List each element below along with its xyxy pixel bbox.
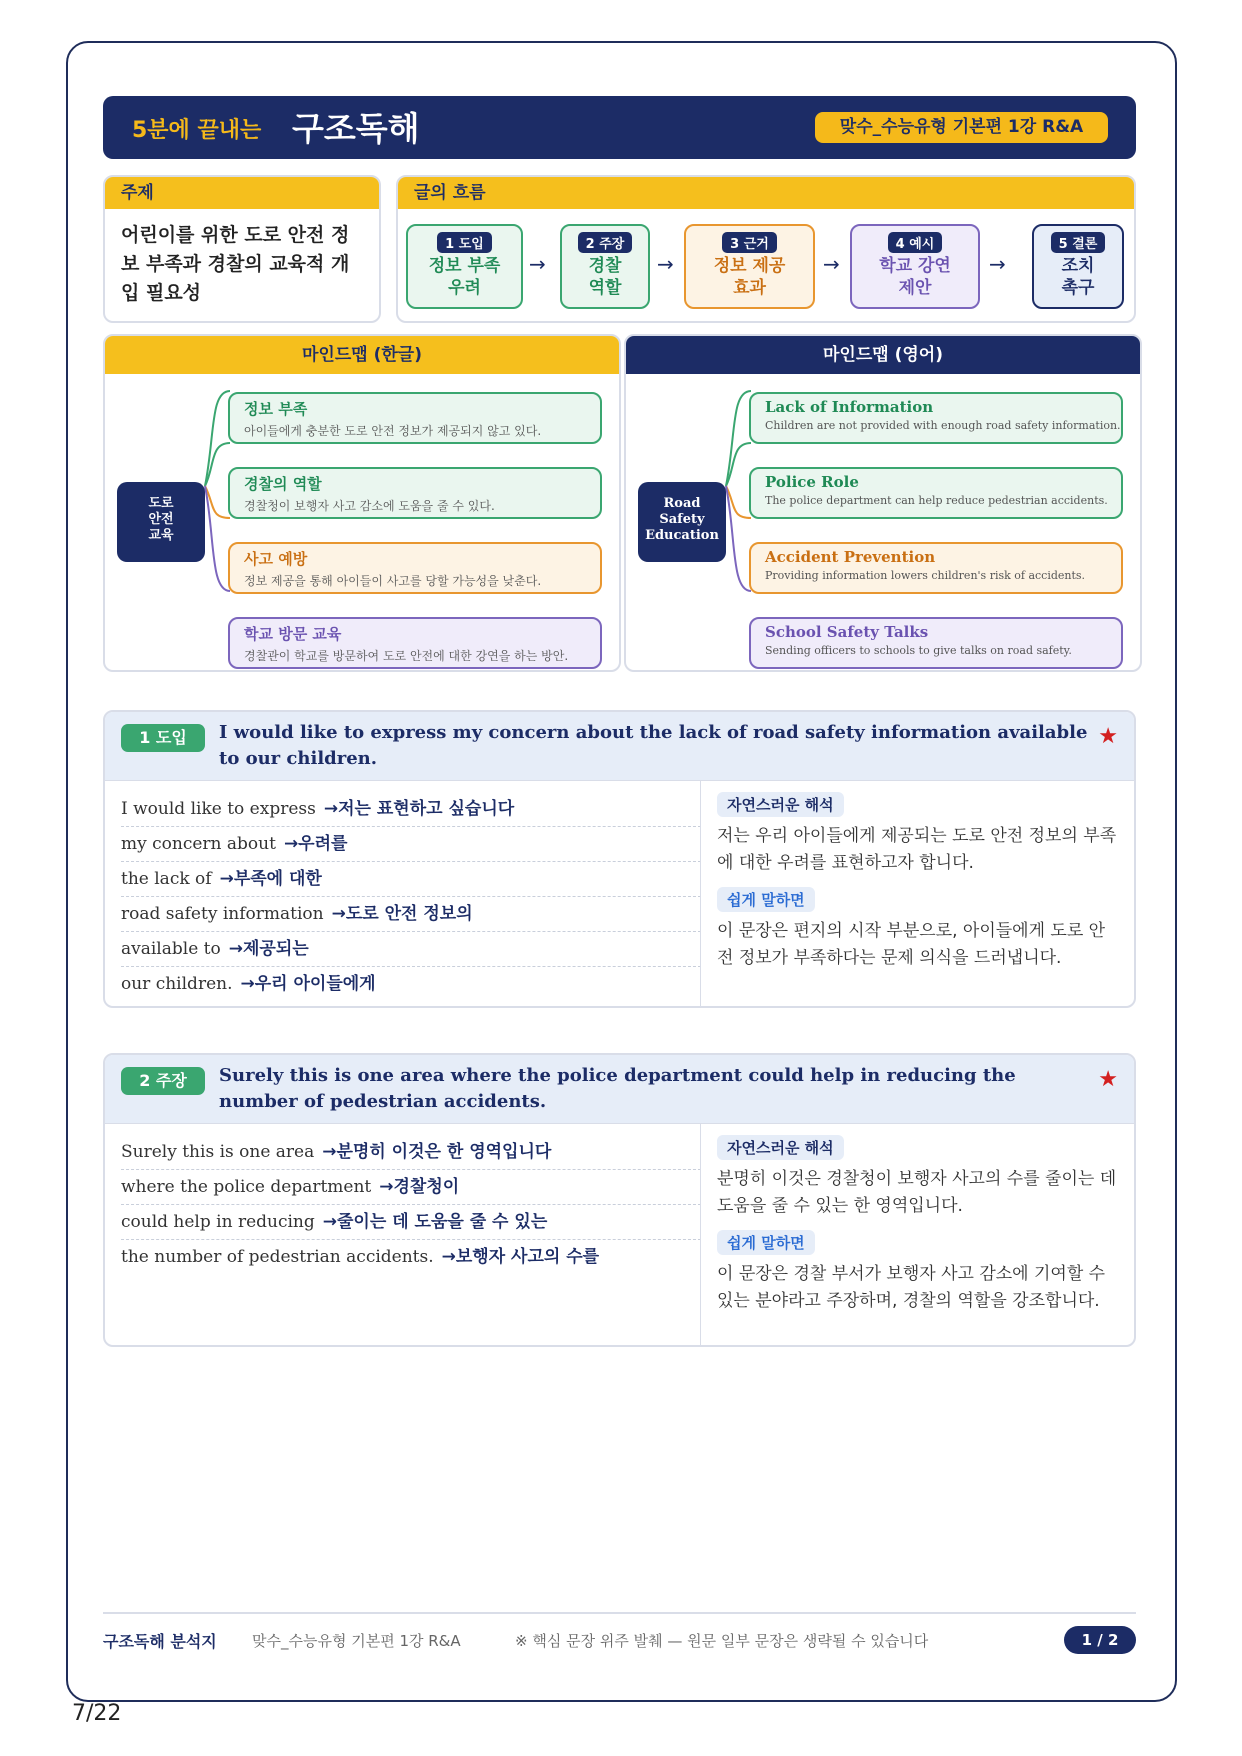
chunk-row [121,1135,701,1170]
flow-label: 글의 흐름 [398,177,1134,209]
topic-label: 주제 [105,177,379,209]
chunk-row [121,1170,701,1205]
flow-step-text: 정보 부족 우려 [428,256,501,298]
chunk-ko: →경찰청이 [379,1177,460,1197]
flow-arrow-icon: → [989,252,1006,276]
footer-note: ※ 핵심 문장 위주 발췌 — 원문 일부 문장은 생략될 수 있습니다 [515,1632,929,1650]
mindmap-english [624,334,1142,672]
chunk-en: the number of pedestrian accidents. [121,1247,434,1267]
mindmap-korean-root-label: 도로 안전 교육 [148,496,174,543]
mindmap-node-desc: Sending officers to schools to give talks on road safety. [765,644,1072,657]
chunk-row [121,967,701,1001]
chunk-ko: →도로 안전 정보의 [331,904,473,924]
chunk-en: Surely this is one area [121,1142,315,1162]
chunk-ko: →분명히 이것은 한 영역입니다 [322,1142,552,1162]
mindmap-node-title: 경찰의 역할 [244,475,322,493]
mindmap-node-desc: Children are not provided with enough road safety information. [765,419,1121,432]
mindmap-node-title: Lack of Information [765,398,934,416]
chunk-en: could help in reducing [121,1212,315,1232]
mindmap-korean-title: 마인드맵 (한글) [105,336,619,374]
topic-text: 어린이를 위한 도로 안전 정보 부족과 경찰의 교육적 개입 필요성 [121,224,350,304]
star-icon: ★ [1098,724,1118,749]
flow-step [1032,224,1124,309]
chunk-en: I would like to express [121,799,316,819]
flow-step-tag: 2 주장 [578,232,633,253]
chunk-row [121,932,701,967]
mindmap-korean-node [228,617,602,669]
mindmap-korean-node [228,542,602,594]
interpretation-panel [717,792,1117,982]
mindmap-korean-root [117,482,205,562]
easy-label: 쉽게 말하면 [717,887,815,912]
sentence-tag: 2 주장 [121,1067,205,1095]
chunk-row [121,827,701,862]
column-divider [700,1123,701,1347]
flow-step-text: 조치 촉구 [1061,256,1095,298]
mindmap-node-desc: 경찰청이 보행자 사고 감소에 도움을 줄 수 있다. [244,499,495,513]
chunk-ko: →부족에 대한 [219,869,322,889]
chunk-list [121,792,701,1001]
chunk-list [121,1135,701,1274]
flow-step-text: 정보 제공 효과 [713,256,786,298]
mindmap-node-desc: Providing information lowers children's risk of accidents. [765,569,1086,582]
mindmap-node-title: 사고 예방 [244,550,308,568]
chunk-row [121,1205,701,1240]
chunk-ko: →우리 아이들에게 [240,974,376,994]
chunk-ko: →저는 표현하고 싶습니다 [323,799,515,819]
mindmap-node-title: School Safety Talks [765,623,929,641]
flow-step-tag: 5 결론 [1051,232,1106,253]
easy-text: 이 문장은 경찰 부서가 보행자 사고 감소에 기여할 수 있는 분야라고 주장하며, 경찰의 역할을 강조합니다. [717,1264,1106,1311]
mindmap-english-root [638,482,726,562]
topic-box [103,175,381,323]
flow-step [850,224,980,309]
mindmap-node-desc: The police department can help reduce pedestrian accidents. [765,494,1108,507]
interpretation-panel [717,1135,1117,1325]
chunk-en: my concern about [121,834,276,854]
chunk-en: available to [121,939,221,959]
flow-step [560,224,650,309]
header-title: 구조독해 [292,109,420,148]
flow-arrow-icon: → [823,252,840,276]
natural-label: 자연스러운 해석 [717,792,844,817]
chunk-row [121,897,701,932]
mindmap-node-title: 정보 부족 [244,400,308,418]
sentence-header [105,712,1134,781]
sentence-header [105,1055,1134,1124]
mindmap-english-node [749,467,1123,519]
mindmap-english-node [749,617,1123,669]
flow-step-text: 경찰 역할 [588,256,622,298]
flow-step-tag: 4 예시 [888,232,943,253]
mindmap-korean-node [228,392,602,444]
flow-arrow-icon: → [529,252,546,276]
natural-text: 저는 우리 아이들에게 제공되는 도로 안전 정보의 부족에 대한 우려를 표현하고자 합니다. [717,826,1117,873]
chunk-ko: →줄이는 데 도움을 줄 수 있는 [322,1212,548,1232]
footer-divider [103,1612,1136,1614]
chunk-row [121,862,701,897]
mindmap-node-title: Police Role [765,473,859,491]
chunk-ko: →우려를 [283,834,348,854]
chunk-en: road safety information [121,904,324,924]
natural-text: 분명히 이것은 경찰청이 보행자 사고의 수를 줄이는 데 도움을 줄 수 있는 한 영역입니다. [717,1169,1117,1216]
footer-lesson: 맞수_수능유형 기본편 1강 R&A [252,1632,461,1650]
mindmap-english-node [749,392,1123,444]
flow-step [684,224,815,309]
mindmap-english-root-label: Road Safety Education [645,496,719,543]
footer-page-badge: 1 / 2 [1064,1626,1136,1654]
mindmap-node-title: 학교 방문 교육 [244,625,342,643]
sentence-block-1 [103,710,1136,1008]
chunk-en: the lack of [121,869,212,889]
star-icon: ★ [1098,1067,1118,1092]
footer-title: 구조독해 분석지 [103,1632,217,1651]
easy-text: 이 문장은 편지의 시작 부분으로, 아이들에게 도로 안전 정보가 부족하다는 문제 의식을 드러냅니다. [717,921,1106,968]
flow-arrow-icon: → [657,252,674,276]
mindmap-korean [103,334,621,672]
lesson-badge: 맞수_수능유형 기본편 1강 R&A [815,112,1108,143]
flow-step-text: 학교 강연 제안 [879,256,951,298]
column-divider [700,780,701,1008]
mindmap-korean-node [228,467,602,519]
header-subtitle: 5분에 끝내는 [132,118,262,143]
sentence-block-2 [103,1053,1136,1347]
flow-box [396,175,1136,323]
chunk-en: where the police department [121,1177,372,1197]
chunk-ko: →보행자 사고의 수를 [441,1247,600,1267]
easy-label: 쉽게 말하면 [717,1230,815,1255]
flow-step-tag: 1 도입 [437,232,492,253]
page-number: 7/22 [72,1701,122,1726]
chunk-row [121,792,701,827]
chunk-row [121,1240,701,1274]
sentence-title: I would like to express my concern about the lack of road safety information available to our children. [219,722,1088,769]
mindmap-english-node [749,542,1123,594]
sentence-tag: 1 도입 [121,724,205,752]
mindmap-node-desc: 경찰관이 학교를 방문하여 도로 안전에 대한 강연을 하는 방안. [244,649,569,663]
flow-step-tag: 3 근거 [722,232,777,253]
chunk-en: our children. [121,974,233,994]
natural-label: 자연스러운 해석 [717,1135,844,1160]
mindmap-node-desc: 아이들에게 충분한 도로 안전 정보가 제공되지 않고 있다. [244,424,542,438]
sentence-title: Surely this is one area where the police department could help in reducing the number of pedestrian accidents. [219,1065,1016,1112]
mindmap-english-title: 마인드맵 (영어) [626,336,1140,374]
mindmap-node-desc: 정보 제공을 통해 아이들이 사고를 당할 가능성을 낮춘다. [244,574,542,588]
mindmap-node-title: Accident Prevention [765,548,936,566]
flow-step [406,224,523,309]
chunk-ko: →제공되는 [228,939,309,959]
